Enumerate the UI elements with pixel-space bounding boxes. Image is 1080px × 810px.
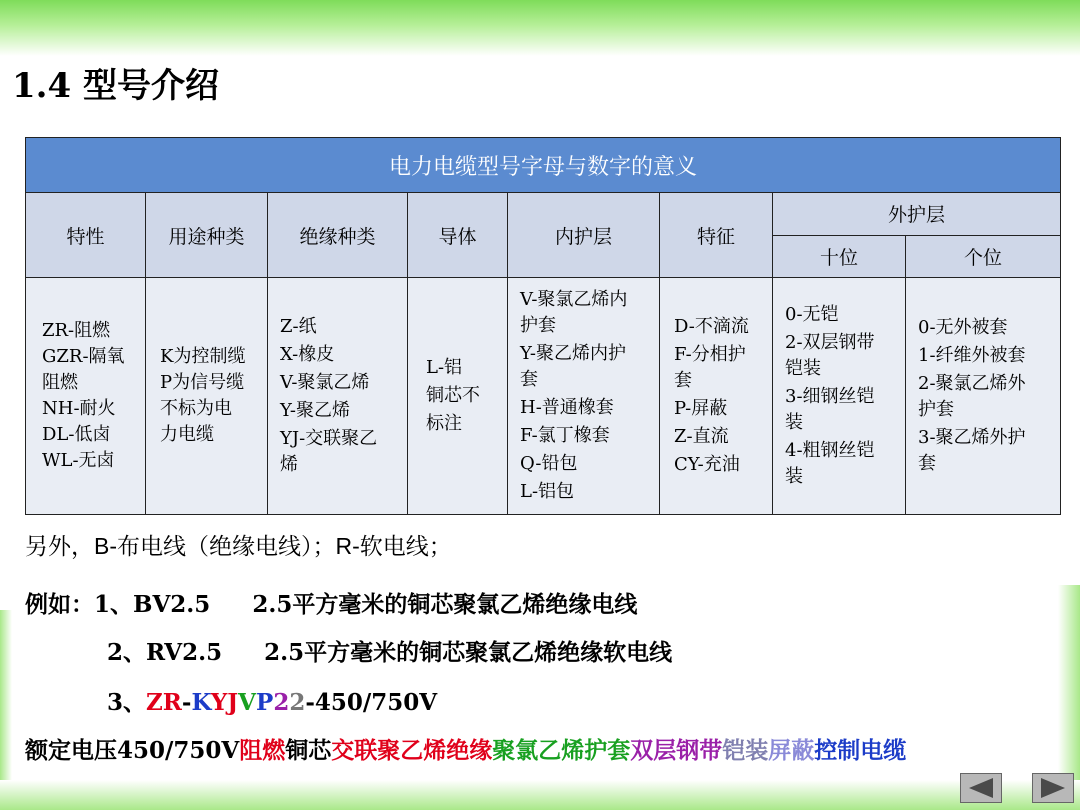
desc-control-cable: 控制电缆: [814, 737, 907, 764]
code-yj: YJ: [210, 689, 239, 716]
cable-model-table: [25, 137, 1061, 515]
header-inner-sheath: 内护层: [508, 193, 660, 278]
code-2-ones: 2: [289, 689, 306, 716]
code-p: P: [256, 689, 274, 716]
cell-line: X-橡皮: [280, 344, 335, 365]
cell-line: Y-聚乙烯: [280, 400, 350, 421]
cell-insulation: [268, 278, 408, 515]
cell-line: 阻燃: [42, 372, 78, 393]
cell-characteristic: [26, 278, 146, 515]
cell-conductor: [408, 278, 508, 515]
note-line-1: [25, 528, 452, 561]
cell-line: 护套: [520, 315, 556, 336]
cell-line: 2-双层钢带: [785, 332, 875, 353]
code-dash: -: [181, 689, 192, 716]
cell-feature: [660, 278, 773, 515]
note-prefix: 另外，: [25, 534, 94, 560]
cell-line: 不标为电: [160, 398, 232, 419]
cell-line: 2-聚氯乙烯外: [918, 373, 1026, 394]
header-tens: 十位: [773, 235, 906, 278]
code-k: K: [191, 689, 211, 716]
cell-line: 0-无外被套: [918, 317, 1008, 338]
previous-slide-button[interactable]: [960, 773, 1002, 803]
cell-line: 套: [674, 370, 692, 391]
cell-line: ZR-阻燃: [42, 320, 111, 341]
left-decoration: [0, 610, 12, 790]
cell-line: 3-聚乙烯外护: [918, 427, 1026, 448]
cell-line: DL-低卤: [42, 424, 111, 445]
bottom-banner: [0, 780, 1080, 810]
cell-line: Q-铅包: [520, 453, 578, 474]
cell-line: 套: [520, 369, 538, 390]
cell-line: V-聚氯乙烯内: [520, 289, 628, 310]
example-3: [107, 684, 437, 717]
cell-ones: [906, 278, 1061, 515]
header-conductor: 导体: [408, 193, 508, 278]
cell-line: 力电缆: [160, 424, 214, 445]
cell-line: P-屏蔽: [674, 398, 728, 419]
header-characteristic: 特性: [26, 193, 146, 278]
desc-flame-retardant: 阻燃: [239, 737, 286, 764]
code-zr: ZR: [146, 689, 182, 716]
cell-line: V-聚氯乙烯: [280, 372, 370, 393]
cell-line: P为信号缆: [160, 372, 245, 393]
triangle-right-icon: [1033, 774, 1073, 802]
example-3-description: [25, 732, 906, 765]
triangle-left-icon: [961, 774, 1001, 802]
cell-usage: [146, 278, 268, 515]
note-b-desc: （绝缘电线）；: [186, 534, 336, 560]
cell-line: Y-聚乙烯内护: [520, 343, 626, 364]
cell-line: 0-无铠: [785, 304, 839, 325]
header-ones: 个位: [906, 235, 1061, 278]
cell-line: 标注: [426, 413, 462, 434]
cell-line: 护套: [918, 399, 954, 420]
cell-line: L-铝包: [520, 481, 575, 502]
header-insulation: 绝缘种类: [268, 193, 408, 278]
code-2-tens: 2: [273, 689, 290, 716]
cell-line: L-铝: [426, 357, 463, 378]
desc-voltage: 额定电压450/750V: [25, 737, 240, 764]
example-3-prefix: 3、: [107, 689, 147, 716]
cell-line: H-普通橡套: [520, 397, 614, 418]
cell-line: 烯: [280, 454, 298, 475]
cell-line: 1-纤维外被套: [918, 345, 1026, 366]
example-1-code: 例如：1、BV2.5: [25, 591, 211, 618]
code-voltage: -450/750V: [305, 689, 438, 716]
desc-copper: 铜芯: [285, 737, 332, 764]
cell-line: F-氯丁橡套: [520, 425, 610, 446]
cell-line: YJ-交联聚乙: [280, 428, 378, 449]
desc-armor: 铠装: [722, 737, 769, 764]
header-outer-sheath: 外护层: [773, 193, 1061, 236]
cell-line: D-不滴流: [674, 316, 749, 337]
header-feature: 特征: [660, 193, 773, 278]
top-banner: [0, 0, 1080, 56]
example-2-desc: 2.5平方毫米的铜芯聚氯乙烯绝缘软电线: [264, 639, 673, 666]
right-decoration: [1058, 585, 1080, 785]
note-b-wire: B-布电线: [94, 533, 186, 559]
slide-title: 1.4 型号介绍: [12, 66, 219, 106]
cell-line: CY-充油: [674, 454, 740, 475]
cell-line: GZR-隔氧: [42, 346, 125, 367]
cell-line: F-分相护: [674, 344, 746, 365]
example-1: [25, 586, 637, 619]
desc-shield: 屏蔽: [768, 737, 815, 764]
cell-line: 套: [918, 453, 936, 474]
desc-pvc-sheath: 聚氯乙烯护套: [492, 737, 631, 764]
header-usage: 用途种类: [146, 193, 268, 278]
cell-line: 装: [785, 412, 803, 433]
next-slide-button[interactable]: [1032, 773, 1074, 803]
cell-line: Z-纸: [280, 316, 317, 337]
cell-tens: [773, 278, 906, 515]
example-2-code: 2、RV2.5: [107, 639, 223, 666]
cell-inner-sheath: [508, 278, 660, 515]
cell-line: 装: [785, 466, 803, 487]
note-r-wire: R-软电线；: [335, 533, 452, 559]
table-caption: 电力电缆型号字母与数字的意义: [26, 138, 1061, 193]
example-1-desc: 2.5平方毫米的铜芯聚氯乙烯绝缘电线: [252, 591, 638, 618]
cell-line: 3-细钢丝铠: [785, 386, 875, 407]
cell-line: 4-粗钢丝铠: [785, 440, 875, 461]
cell-line: 铠装: [785, 358, 821, 379]
cell-line: WL-无卤: [42, 450, 115, 471]
desc-xlpe: 交联聚乙烯绝缘: [331, 737, 493, 764]
cell-line: NH-耐火: [42, 398, 116, 419]
code-v: V: [238, 689, 257, 716]
desc-double-steel: 双层钢带: [630, 737, 723, 764]
cell-line: 铜芯不: [426, 385, 480, 406]
cell-line: K为控制缆: [160, 346, 246, 367]
cell-line: Z-直流: [674, 426, 729, 447]
example-2: [107, 634, 672, 667]
